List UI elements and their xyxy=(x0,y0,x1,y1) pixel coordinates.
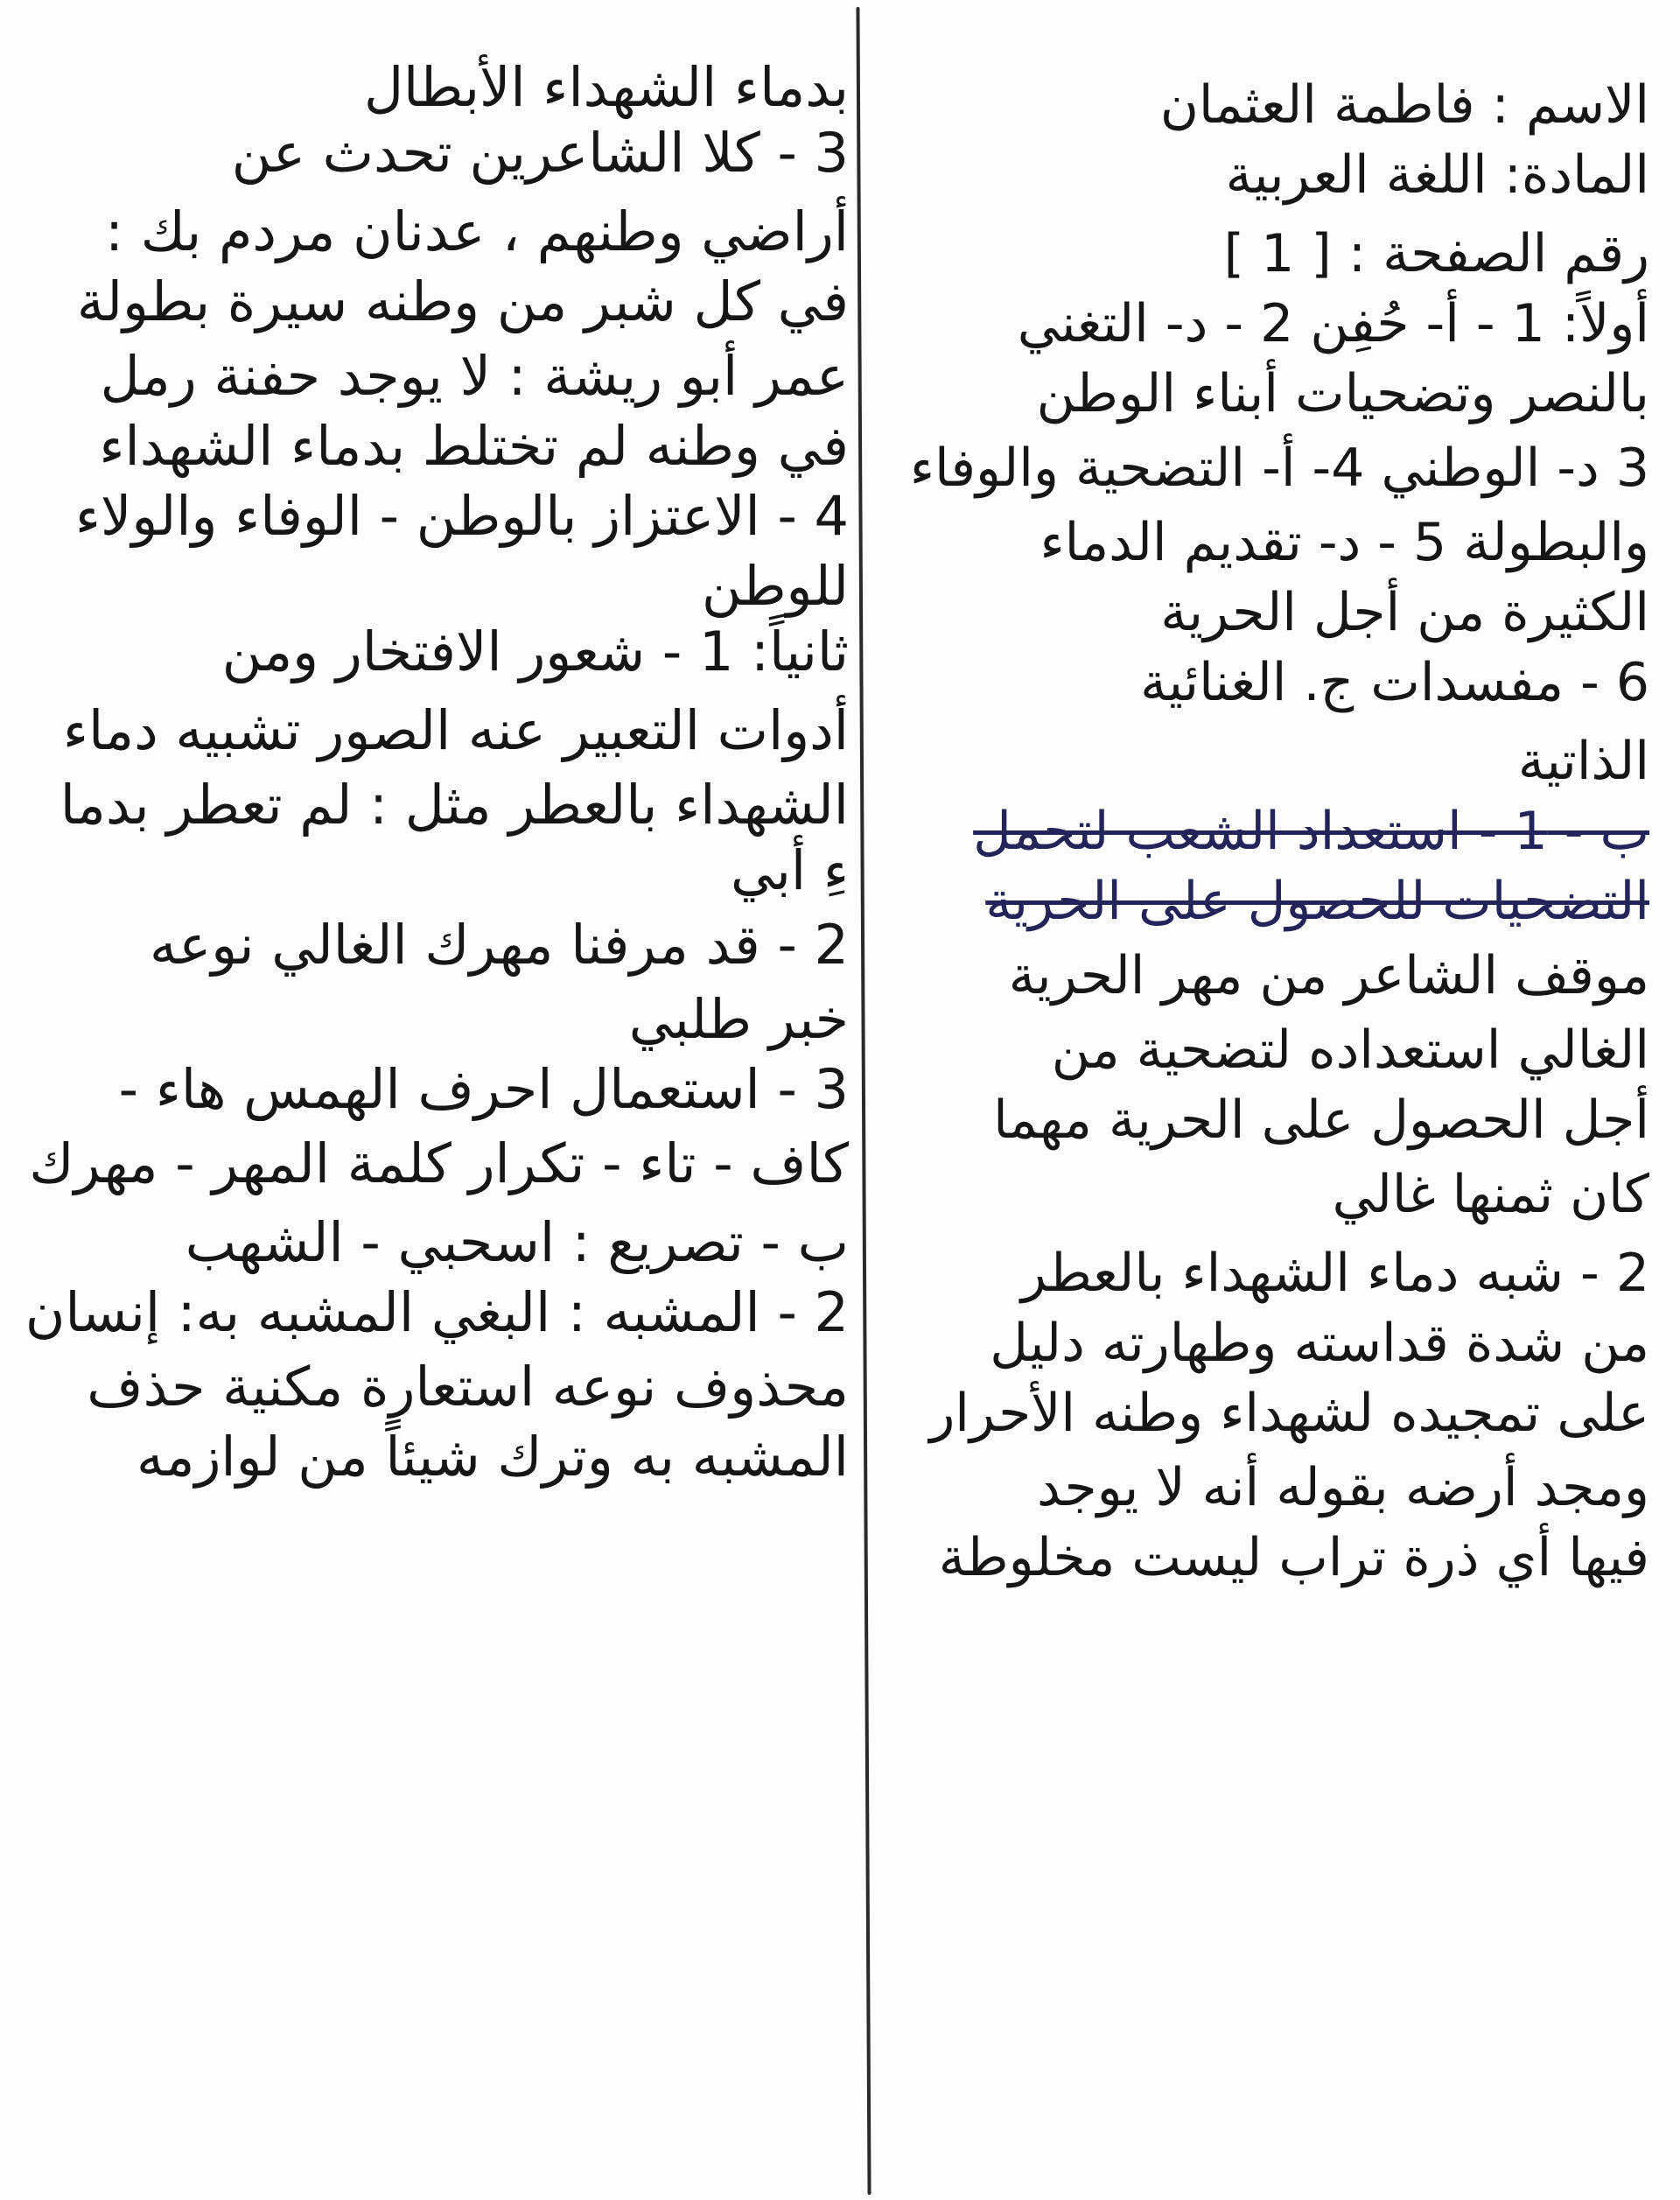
left-column-line-4: في كل شبر من وطنه سيرة بطولة xyxy=(76,270,849,333)
right-column-line-6: 3 د- الوطني 4- أ- التضحية والوفاء xyxy=(909,438,1649,499)
column-divider xyxy=(856,7,871,2195)
left-column-line-15: 3 - استعمال احرف الهمس هاء - xyxy=(118,1057,849,1121)
right-column-line-18: من شدة قداسته وطهارته دليل xyxy=(990,1313,1649,1374)
left-column-line-12: ءِ أبي xyxy=(730,838,849,902)
left-column-line-11: الشهداء بالعطر مثل : لم تعطر بدما xyxy=(60,773,849,837)
left-column-line-3: أراضي وطنهم ، عدنان مردم بك : xyxy=(105,200,849,263)
right-column-line-19: على تمجيده لشهداء وطنه الأحرار xyxy=(929,1383,1649,1444)
left-column-line-16: كاف - تاء - تكرار كلمة المهر - مهرك xyxy=(29,1132,849,1195)
right-column-line-12: التضحيات للحصول على الحرية xyxy=(985,871,1649,932)
left-column-line-14: خبر طلبي xyxy=(628,987,849,1051)
left-column-line-13: 2 - قد مرفنا مهرك الغالي نوعه xyxy=(149,913,849,977)
left-column-line-9: ثانياً: 1 - شعور الافتخار ومن xyxy=(221,620,849,683)
left-column-line-10: أدوات التعبير عنه الصور تشبيه دماء xyxy=(62,698,849,762)
left-column-line-19: محذوف نوعه استعارة مكنية حذف xyxy=(87,1355,849,1419)
right-column-line-15: أجل الحصول على الحرية مهما xyxy=(993,1089,1649,1151)
left-column-line-2: 3 - كلا الشاعرين تحدث عن xyxy=(231,121,849,185)
left-column-line-20: المشبه به وترك شيئاً من لوازمه xyxy=(136,1425,849,1489)
right-column-line-11: ب - 1 - استعداد الشعب لتحمل xyxy=(973,801,1649,862)
right-column-line-16: كان ثمنها غالي xyxy=(1332,1164,1649,1225)
right-column-line-17: 2 - شبه دماء الشهداء بالعطر xyxy=(1020,1243,1649,1304)
right-column-line-7: والبطولة 5 - د- تقديم الدماء xyxy=(1040,512,1649,573)
left-column-line-8: للوطن xyxy=(702,554,849,618)
right-column-line-13: موقف الشاعر من مهر الحرية xyxy=(1008,945,1649,1006)
left-column-line-5: عمر أبو ريشة : لا يوجد حفنة رمل xyxy=(100,344,849,408)
right-column-line-4: أولاً: 1 - أ- حُفِن 2 - د- التغني xyxy=(1017,293,1649,354)
right-column-line-14: الغالي استعداده لتضحية من xyxy=(1051,1019,1649,1081)
left-column-line-18: 2 - المشبه : البغي المشبه به: إنسان xyxy=(24,1280,849,1344)
right-column-line-2: المادة: اللغة العربية xyxy=(1225,144,1649,206)
left-column-line-6: في وطنه لم تختلط بدماء الشهداء xyxy=(99,414,849,478)
right-column-line-21: فيها أي ذرة تراب ليست مخلوطة xyxy=(938,1527,1649,1588)
right-column-line-9: 6 - مفسدات ج. الغنائية xyxy=(1140,652,1649,713)
right-column-line-10: الذاتية xyxy=(1517,731,1649,792)
right-column-line-5: بالنصر وتضحيات أبناء الوطن xyxy=(1036,363,1649,424)
left-column-line-7: 4 - الاعتزاز بالوطن - الوفاء والولاء xyxy=(74,484,849,548)
left-column-line-1: بدماء الشهداء الأبطال xyxy=(363,55,849,119)
right-column-line-8: الكثيرة من أجل الحرية xyxy=(1160,582,1649,643)
right-column-line-3: رقم الصفحة : [ 1 ] xyxy=(1223,223,1649,284)
left-column-line-17: ب - تصريع : اسحبي - الشهب xyxy=(185,1210,849,1274)
right-column-line-20: ومجد أرضه بقوله أنه لا يوجد xyxy=(1037,1457,1649,1518)
right-column-line-1: الاسم : فاطمة العثمان xyxy=(1159,74,1649,136)
